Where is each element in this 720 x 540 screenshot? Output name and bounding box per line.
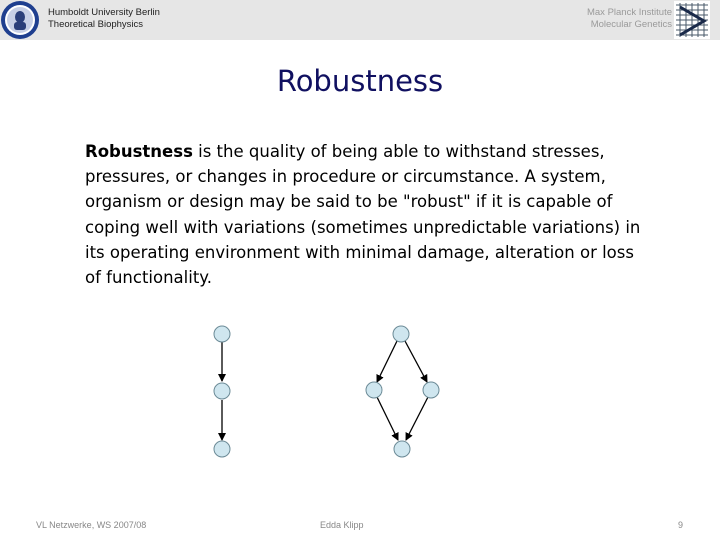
chain-node-bottom bbox=[214, 441, 230, 457]
header-left-line2: Theoretical Biophysics bbox=[48, 19, 144, 30]
header-right-line2: Molecular Genetics bbox=[590, 19, 672, 30]
diamond-node-right bbox=[423, 382, 439, 398]
diamond-edge-left-bottom bbox=[377, 397, 398, 440]
diamond-node-bottom bbox=[394, 441, 410, 457]
definition-term: Robustness bbox=[85, 142, 193, 161]
diamond-node-left bbox=[366, 382, 382, 398]
definition-text: is the quality of being able to withstand stresses, pressures, or changes in procedure or circumstance. A system, organism or design may be said to be "robust" if it is capable of coping well with variations (sometimes unpredictable variations) in its operating environment with minimal damage, alteration or loss of functionality. bbox=[85, 142, 641, 288]
footer-page-number: 9 bbox=[678, 520, 684, 530]
footer-course: VL Netzwerke, WS 2007/08 bbox=[36, 520, 147, 530]
slide-title: Robustness bbox=[276, 64, 444, 98]
diamond-graph bbox=[366, 326, 439, 457]
diamond-edge-right-bottom bbox=[406, 397, 428, 440]
diamond-edge-top-right bbox=[405, 341, 427, 382]
header-right-line1: Max Planck Institute bbox=[586, 7, 672, 18]
footer-author: Edda Klipp bbox=[320, 520, 364, 530]
diamond-edge-top-left bbox=[377, 341, 397, 382]
linear-chain-graph bbox=[214, 326, 230, 457]
chain-node-middle bbox=[214, 383, 230, 399]
chain-node-top bbox=[214, 326, 230, 342]
diamond-node-top bbox=[393, 326, 409, 342]
header-left-line1: Humboldt University Berlin bbox=[48, 7, 160, 18]
